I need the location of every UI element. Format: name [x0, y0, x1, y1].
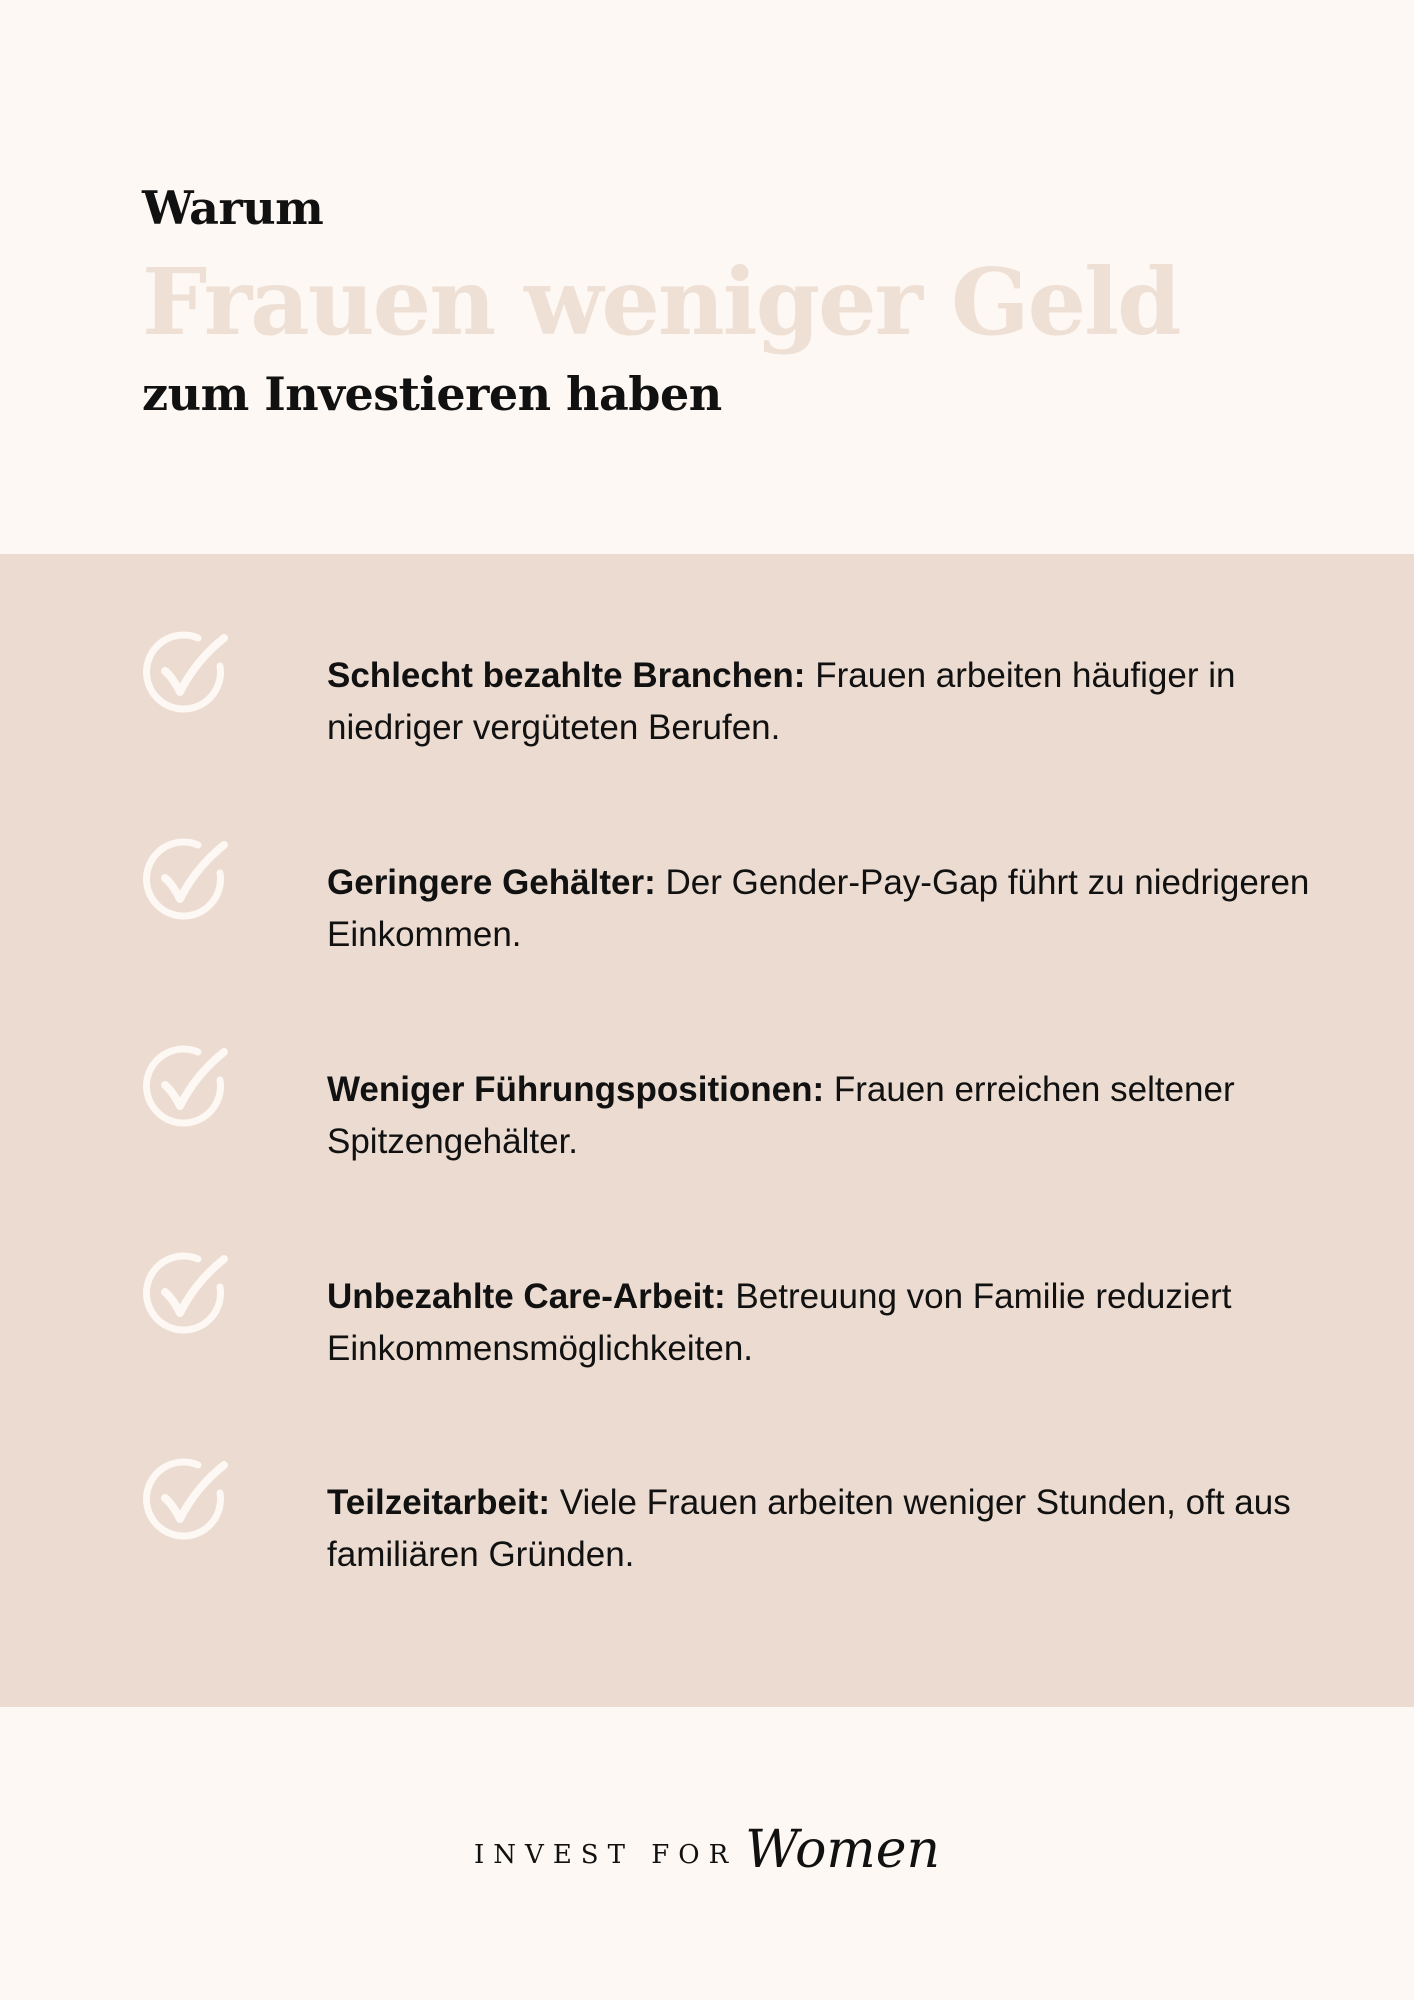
reason-item — [0, 835, 1414, 985]
reason-text — [327, 1064, 1327, 1168]
reason-item — [0, 1042, 1414, 1192]
check-circle-icon — [138, 1040, 230, 1132]
reason-title: Schlecht bezahlte Branchen: — [327, 656, 806, 695]
reason-item — [0, 1455, 1414, 1605]
footer-logo — [0, 1820, 1414, 1910]
reason-description: Der Gender-Pay-Gap führt zu niedrigeren Einkommen. — [327, 863, 1310, 954]
brand-logo — [474, 1820, 940, 1880]
check-circle-icon — [138, 833, 230, 925]
reason-text — [327, 650, 1327, 754]
page-header — [142, 180, 1342, 424]
check-circle-icon — [138, 1247, 230, 1339]
check-circle-icon — [138, 1453, 230, 1545]
reason-title: Weniger Führungspositionen: — [327, 1070, 825, 1109]
reason-text — [327, 1271, 1327, 1375]
reason-text — [327, 857, 1327, 961]
reason-title: Teilzeitarbeit: — [327, 1483, 551, 1522]
reason-description: Betreuung von Familie reduziert Einkommensmöglichkeiten. — [327, 1277, 1232, 1368]
reason-text — [327, 1477, 1327, 1581]
reason-item — [0, 628, 1414, 778]
brand-caps-text: INVEST FOR — [474, 1840, 738, 1870]
subtitle-text: zum Investieren haben — [142, 367, 722, 421]
reason-title: Geringere Gehälter: — [327, 863, 656, 902]
check-circle-icon — [138, 626, 230, 718]
brand-script-text: Women — [745, 1820, 940, 1880]
reason-title: Unbezahlte Care-Arbeit: — [327, 1277, 726, 1316]
reason-description: Frauen erreichen seltener Spitzengehälter. — [327, 1070, 1235, 1161]
reasons-panel — [0, 554, 1414, 1707]
page-title: Frauen weniger Geld — [142, 248, 1180, 356]
reason-description: Frauen arbeiten häufiger in niedriger vergüteten Berufen. — [327, 656, 1236, 747]
reason-description: Viele Frauen arbeiten weniger Stunden, oft aus familiären Gründen. — [327, 1483, 1291, 1574]
kicker-text: Warum — [142, 181, 324, 235]
reason-item — [0, 1249, 1414, 1399]
